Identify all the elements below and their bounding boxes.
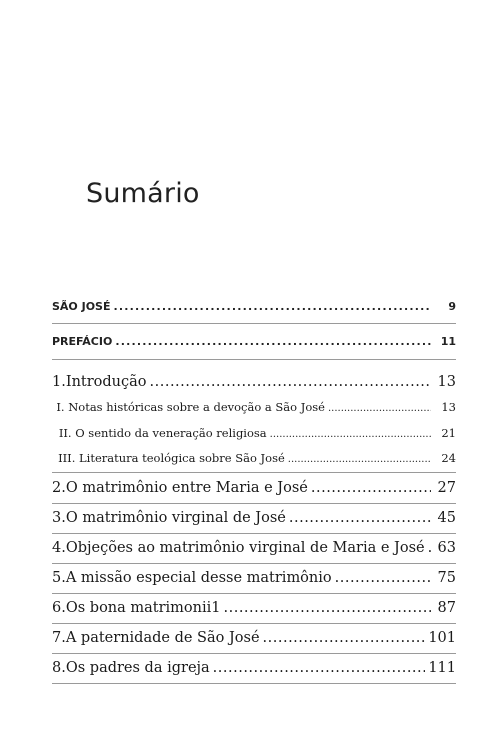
separator-line — [52, 683, 456, 684]
chapter-page: 63 — [437, 540, 456, 556]
chapter-number: 2. — [52, 480, 66, 496]
chapter-title: A paternidade de São José — [65, 630, 260, 646]
toc-chapter-8[interactable] — [52, 660, 456, 676]
leader-dots — [115, 335, 431, 348]
chapter-number: 8. — [52, 660, 66, 676]
toc-entry-label: SÃO JOSÉ — [52, 300, 111, 313]
chapter-number: 6. — [52, 600, 66, 616]
separator-line — [52, 623, 456, 624]
leader-dots — [150, 374, 431, 390]
page-title: Sumário — [86, 178, 200, 209]
chapter-title: Introdução — [65, 374, 147, 390]
leader-dots — [328, 400, 431, 414]
subentry-title: III. Literatura teológica sobre São José — [58, 451, 285, 465]
chapter-page: 101 — [428, 630, 456, 646]
separator-line — [52, 359, 456, 360]
toc-chapter-4[interactable] — [52, 540, 456, 556]
toc-chapter-6[interactable] — [52, 600, 456, 616]
chapter-title: A missão especial desse matrimônio — [65, 570, 332, 586]
chapter-page: 27 — [437, 480, 456, 496]
chapter-number: 5. — [52, 570, 66, 586]
separator-line — [52, 472, 456, 473]
separator-line — [52, 533, 456, 534]
toc-chapter-2[interactable] — [52, 480, 456, 496]
toc-entry-label: PREFÁCIO — [52, 335, 113, 348]
toc-entry-sao-jose[interactable] — [52, 300, 456, 313]
chapter-number: 3. — [52, 510, 66, 526]
toc-chapter-3[interactable] — [52, 510, 456, 526]
chapter-page: 13 — [437, 374, 456, 390]
leader-dots — [288, 451, 431, 465]
leader-dots — [224, 600, 432, 616]
separator-line — [52, 563, 456, 564]
toc-subentry-2[interactable] — [52, 426, 456, 440]
chapter-title: Objeções ao matrimônio virginal de Maria e José — [65, 540, 425, 556]
separator-line — [52, 323, 456, 324]
leader-dots — [311, 480, 431, 496]
leader-dots — [270, 426, 431, 440]
chapter-number: 7. — [52, 630, 66, 646]
leader-dots — [213, 660, 426, 676]
leader-dots — [428, 540, 431, 556]
toc-subentry-3[interactable] — [52, 451, 456, 465]
chapter-title: Os bona matrimonii1 — [65, 600, 221, 616]
chapter-page: 111 — [428, 660, 456, 676]
chapter-title: Os padres da igreja — [65, 660, 210, 676]
toc-entry-page: 11 — [440, 335, 456, 348]
toc-subentry-1[interactable] — [52, 400, 456, 414]
toc-entry-prefacio[interactable] — [52, 335, 456, 348]
leader-dots — [114, 300, 432, 313]
toc-chapter-7[interactable] — [52, 630, 456, 646]
leader-dots — [289, 510, 431, 526]
chapter-page: 75 — [437, 570, 456, 586]
toc-chapter-1[interactable] — [52, 374, 456, 390]
chapter-title: O matrimônio entre Maria e José — [65, 480, 308, 496]
separator-line — [52, 593, 456, 594]
chapter-number: 4. — [52, 540, 66, 556]
chapter-page: 87 — [437, 600, 456, 616]
chapter-title: O matrimônio virginal de José — [65, 510, 286, 526]
chapter-page: 45 — [437, 510, 456, 526]
leader-dots — [263, 630, 426, 646]
leader-dots — [335, 570, 431, 586]
chapter-number: 1. — [52, 374, 66, 390]
toc-entry-page: 9 — [448, 300, 456, 313]
subentry-page: 21 — [441, 426, 456, 440]
separator-line — [52, 503, 456, 504]
separator-line — [52, 653, 456, 654]
subentry-title: I. Notas históricas sobre a devoção a São José — [56, 400, 325, 414]
toc-chapter-5[interactable] — [52, 570, 456, 586]
subentry-title: II. O sentido da veneração religiosa — [58, 426, 267, 440]
subentry-page: 24 — [441, 451, 456, 465]
subentry-page: 13 — [441, 400, 456, 414]
